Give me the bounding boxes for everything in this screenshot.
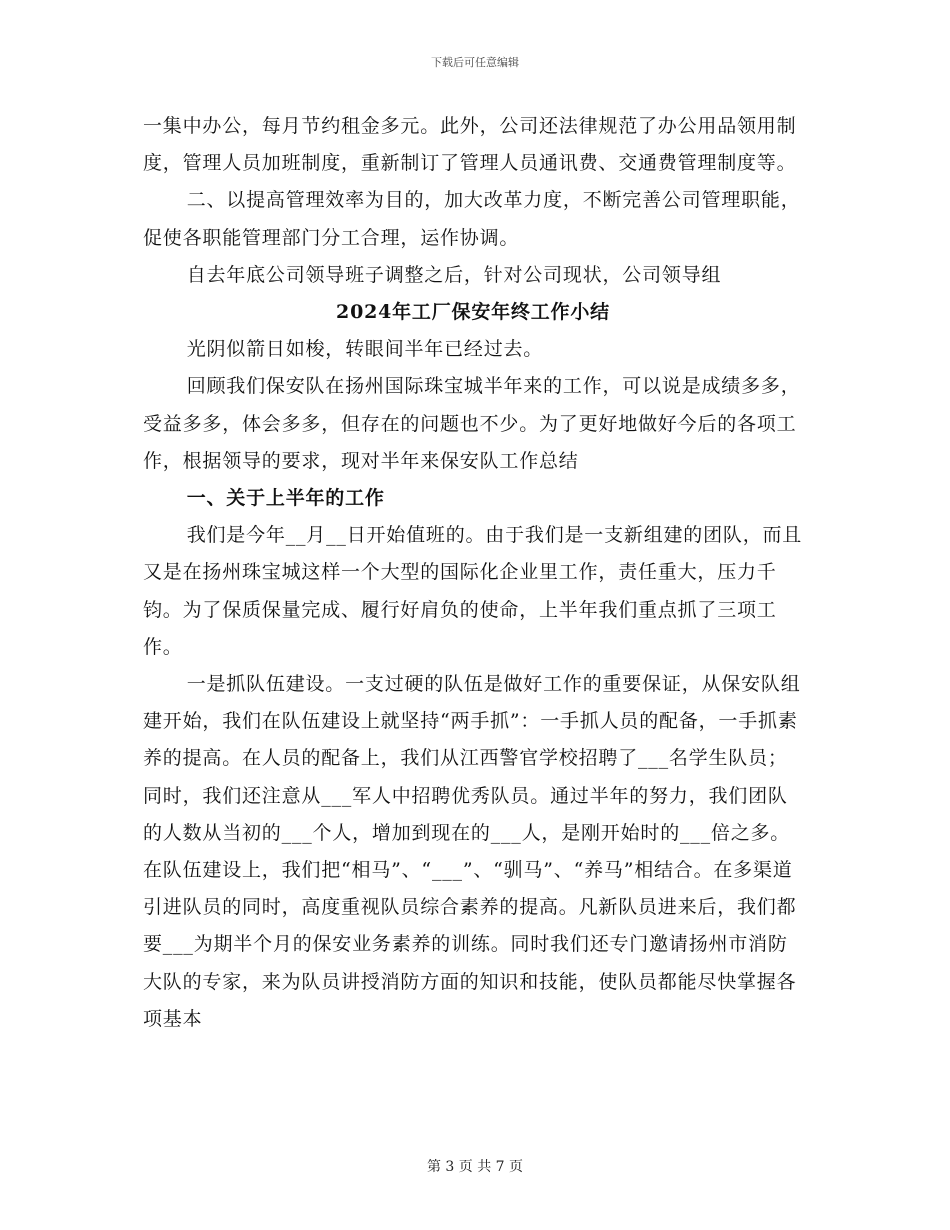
paragraph: 一集中办公，每月节约租金多元。此外，公司还法律规范了办公用品领用制度，管理人员加班制度，重新制订了管理人员通讯费、交通费管理制度等。 (143, 115, 797, 175)
page-footer: 第 3 页 共 7 页 (426, 1159, 524, 1175)
document-body (143, 108, 803, 1038)
paragraph: 光阴似箭日如梭，转眼间半年已经过去。 (186, 338, 544, 361)
paragraph: 一是抓队伍建设。一支过硬的队伍是做好工作的重要保证，从保安队组建开始，我们在队伍建设上就坚持“两手抓”：一手抓人员的配备，一手抓素养的提高。在人员的配备上，我们从江西警官学校招聘了___名学生队员；同时，我们还注意从___军人中招聘优秀队员。通过半年的努力，我们团队的人数从当初的___个人，增加到现在的___人，是刚开始时的___倍之多。在队伍建设上，我们把“相马”、“___”、“驯马”、“养马”相结合。在多渠道引进队员的同时，高度重视队员综合素养的提高。凡新队员进来后，我们都要___为期半个月的保安业务素养的训练。同时我们还专门邀请扬州市消防大队的专家，来为队员讲授消防方面的知识和技能，使队员都能尽快掌握各项基本 (143, 673, 801, 1030)
paragraph: 二、以提高管理效率为目的，加大改革力度，不断完善公司管理职能，促使各职能管理部门分工合理，运作协调。 (143, 189, 801, 249)
section-heading: 一、关于上半年的工作 (186, 487, 385, 510)
paragraph: 自去年底公司领导班子调整之后，针对公司现状，公司领导组 (186, 263, 722, 286)
paragraph: 回顾我们保安队在扬州国际珠宝城半年来的工作，可以说是成绩多多，受益多多，体会多多，但存在的问题也不少。为了更好地做好今后的各项工作，根据领导的要求，现对半年来保安队工作总结 (143, 375, 801, 472)
document-title: 2024年工厂保安年终工作小结 (336, 301, 610, 324)
page-header: 下载后可任意编辑 (431, 56, 519, 69)
paragraph: 我们是今年__月__日开始值班的。由于我们是一支新组建的团队，而且又是在扬州珠宝城这样一个大型的国际化企业里工作，责任重大，压力千钧。为了保质保量完成、履行好肩负的使命，上半年我们重点抓了三项工作。 (143, 524, 803, 658)
